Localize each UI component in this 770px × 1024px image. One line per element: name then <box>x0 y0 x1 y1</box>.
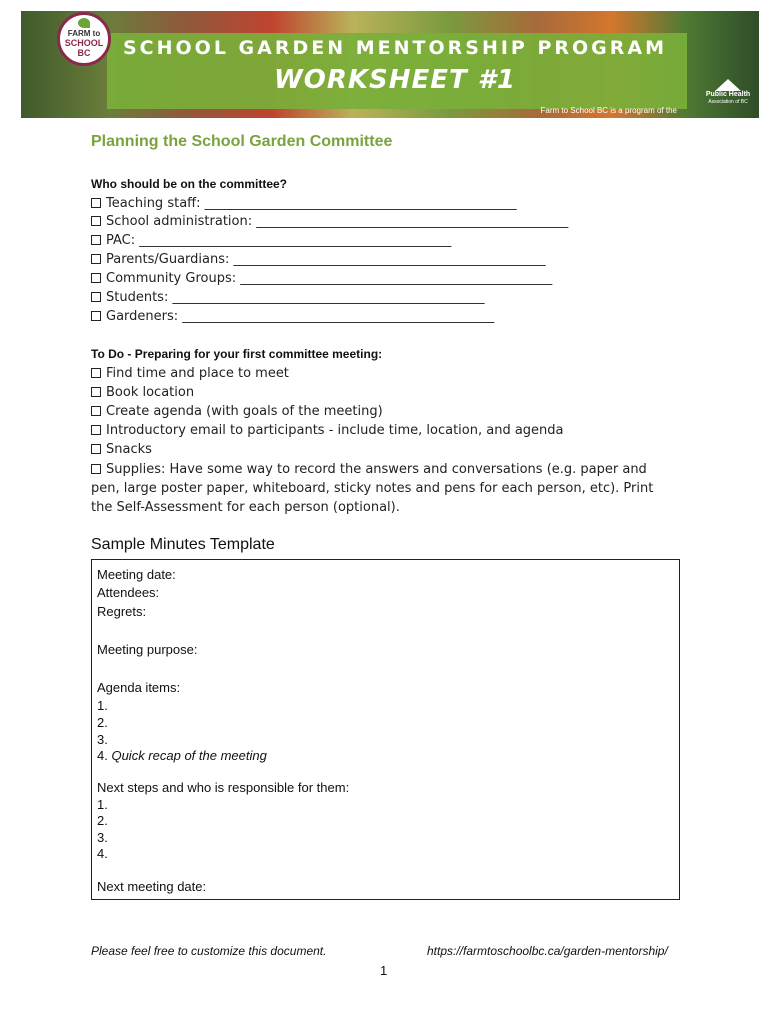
logo-text-line1: FARM to <box>67 29 101 38</box>
committee-item: Community Groups: ________________________________________________ <box>91 271 552 286</box>
agenda-item: 2. <box>97 715 108 730</box>
committee-question: Who should be on the committee? <box>91 177 287 191</box>
checkbox-icon[interactable] <box>91 216 101 226</box>
header-banner <box>21 11 759 118</box>
committee-item: Teaching staff: ________________________________________________ <box>91 196 517 211</box>
next-meeting-label: Next meeting date: <box>97 879 207 894</box>
checkbox-icon[interactable] <box>91 425 101 435</box>
todo-item: Find time and place to meet <box>91 366 289 381</box>
next-step-item: 2. <box>97 813 108 828</box>
meeting-date-label: Meeting date: <box>97 567 176 582</box>
page-number: 1 <box>380 963 388 978</box>
todo-item: Snacks <box>91 442 152 457</box>
todo-item: Book location <box>91 385 194 400</box>
logo-right-line1: Public Health <box>705 91 751 98</box>
footer-note: Please feel free to customize this document. <box>91 944 327 958</box>
banner-tagline: Farm to School BC is a program of the <box>540 106 677 115</box>
committee-item: Parents/Guardians: ________________________________________________ <box>91 252 546 267</box>
checkbox-icon[interactable] <box>91 198 101 208</box>
footer-link[interactable]: https://farmtoschoolbc.ca/garden-mentorship/ <box>427 944 668 958</box>
checkbox-icon[interactable] <box>91 406 101 416</box>
next-step-item: 3. <box>97 830 108 845</box>
checkbox-icon[interactable] <box>91 368 101 378</box>
page-title: Planning the School Garden Committee <box>91 133 393 150</box>
committee-item: Gardeners: ________________________________________________ <box>91 309 494 324</box>
todo-item: Introductory email to participants - include time, location, and agenda <box>91 423 564 438</box>
banner-subtitle: WORKSHEET #1 <box>274 65 516 95</box>
public-health-logo <box>705 79 751 115</box>
checkbox-icon[interactable] <box>91 292 101 302</box>
checkbox-icon[interactable] <box>91 387 101 397</box>
banner-title: SCHOOL GARDEN MENTORSHIP PROGRAM <box>122 37 668 59</box>
attendees-label: Attendees: <box>97 585 160 600</box>
checkbox-icon[interactable] <box>91 311 101 321</box>
minutes-template-box <box>91 559 680 900</box>
farm-to-school-logo <box>57 12 111 66</box>
next-step-item: 4. <box>97 846 108 861</box>
next-step-item: 1. <box>97 797 108 812</box>
checkbox-icon[interactable] <box>91 464 101 474</box>
logo-text-line2: SCHOOL BC <box>64 38 104 58</box>
committee-item: PAC: ________________________________________________ <box>91 233 451 248</box>
next-steps-label: Next steps and who is responsible for them: <box>97 780 350 795</box>
agenda-item: 4. Quick recap of the meeting <box>97 748 267 763</box>
todo-question: To Do - Preparing for your first committee meeting: <box>91 347 383 361</box>
leaf-icon <box>78 18 90 28</box>
checkbox-icon[interactable] <box>91 273 101 283</box>
house-icon <box>715 79 741 91</box>
committee-item: Students: ________________________________________________ <box>91 290 484 305</box>
purpose-label: Meeting purpose: <box>97 642 198 657</box>
checkbox-icon[interactable] <box>91 254 101 264</box>
agenda-label: Agenda items: <box>97 680 181 695</box>
todo-item-supplies: Supplies: Have some way to record the answers and conversations (e.g. paper and pen, large poster paper, whiteboard, sticky notes and pens for each person, etc). Print the Self-Assessment for each person (optional). <box>91 462 654 515</box>
minutes-heading: Sample Minutes Template <box>91 536 275 553</box>
checkbox-icon[interactable] <box>91 235 101 245</box>
todo-item: Create agenda (with goals of the meeting) <box>91 404 383 419</box>
committee-item: School administration: ________________________________________________ <box>91 214 568 229</box>
checkbox-icon[interactable] <box>91 444 101 454</box>
logo-right-line2: Association of BC <box>708 99 748 105</box>
agenda-item: 1. <box>97 698 108 713</box>
regrets-label: Regrets: <box>97 604 147 619</box>
agenda-item: 3. <box>97 732 108 747</box>
